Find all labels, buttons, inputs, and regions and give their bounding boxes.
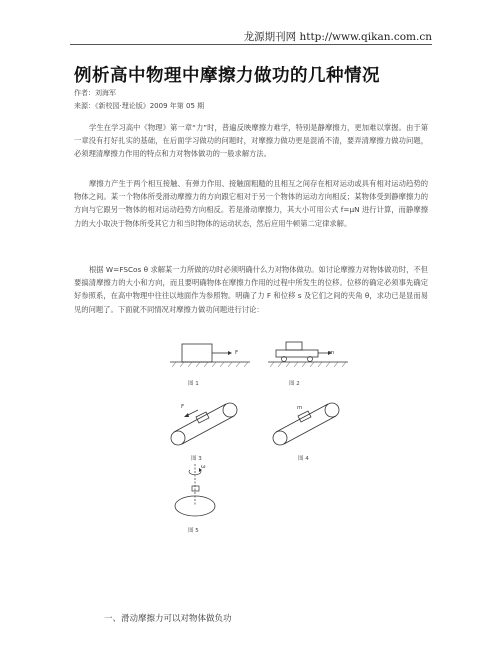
figure-1-force-label: F bbox=[235, 350, 239, 356]
figure-2-mass-label: m bbox=[329, 350, 335, 356]
paragraph-friction-definition: 摩擦力产生于两个相互接触、有弹力作用、接触面粗糙的且相互之间存在相对运动或具有相对运动趋势的物体之间。某一个物体所受滑动摩擦力的方向跟它相对于另一个物体的运动方向相反；某物体受到静摩擦力的方向与它跟另一物体的相对运动趋势方向相反。若是滑动摩擦力，其大小可用公式 f=μN 进行计算，而静摩擦力的大小取决于物体所受其它力和当时物体的运动状态，然后应用牛顿第二定律求解。 bbox=[74, 179, 428, 228]
figure-5-caption: 图 5 bbox=[188, 528, 199, 534]
section-heading-1: 一、滑动摩擦力可以对物体做负功 bbox=[104, 614, 232, 624]
author-line: 作者：刘海军 bbox=[74, 89, 116, 97]
figure-4-mass-label: m bbox=[297, 405, 303, 411]
paragraph-intro: 学生在学习高中《物理》第一章“力”时，普遍反映摩擦力难学，特别是静摩擦力，更加难以掌握。由于第一章没有打好扎实的基础，在后面学习做功的问题时，对摩擦力做功更是混淆不清，要弄清摩擦力做功问题，必须理清摩擦力作用的特点和力对物体做功的一般求解方法。 bbox=[74, 123, 428, 159]
figure-1 bbox=[170, 338, 250, 378]
journal-site-header: 龙源期刊网 http://www.qikan.com.cn bbox=[243, 31, 432, 43]
figure-3-force-label: F bbox=[181, 404, 185, 410]
article-title: 例析高中物理中摩擦力做功的几种情况 bbox=[74, 66, 380, 86]
figure-2 bbox=[268, 338, 348, 378]
paragraph-work-formula: 根据 W=FSCos θ 求解某一力所做的功时必须明确什么力对物体做功。如讨论摩擦力对物体做功时，不但要搞清摩擦力的大小和方向，而且要明确物体在摩擦力作用的过程中所发生的位移。位移的确定必须事先确定好参照系，在高中物理中往往以地面作为参照物。明确了力 F 和位移 s 及它们之间的夹角 θ，求功已是显而易见的问题了。下面就不同情况对摩擦力做功问题进行讨论： bbox=[74, 265, 428, 314]
figure-3-caption: 图 3 bbox=[191, 456, 202, 462]
source-line: 来源：《新校园·理论版》2009 年第 05 期 bbox=[74, 102, 205, 110]
header-divider bbox=[70, 44, 432, 45]
figure-5 bbox=[172, 462, 222, 524]
figure-2-caption: 图 2 bbox=[289, 381, 300, 387]
figure-1-caption: 图 1 bbox=[188, 381, 199, 387]
figure-5-omega-label: ω bbox=[201, 464, 206, 470]
figure-3 bbox=[168, 392, 248, 450]
figure-4-caption: 图 4 bbox=[298, 456, 309, 462]
figure-4 bbox=[268, 392, 348, 450]
